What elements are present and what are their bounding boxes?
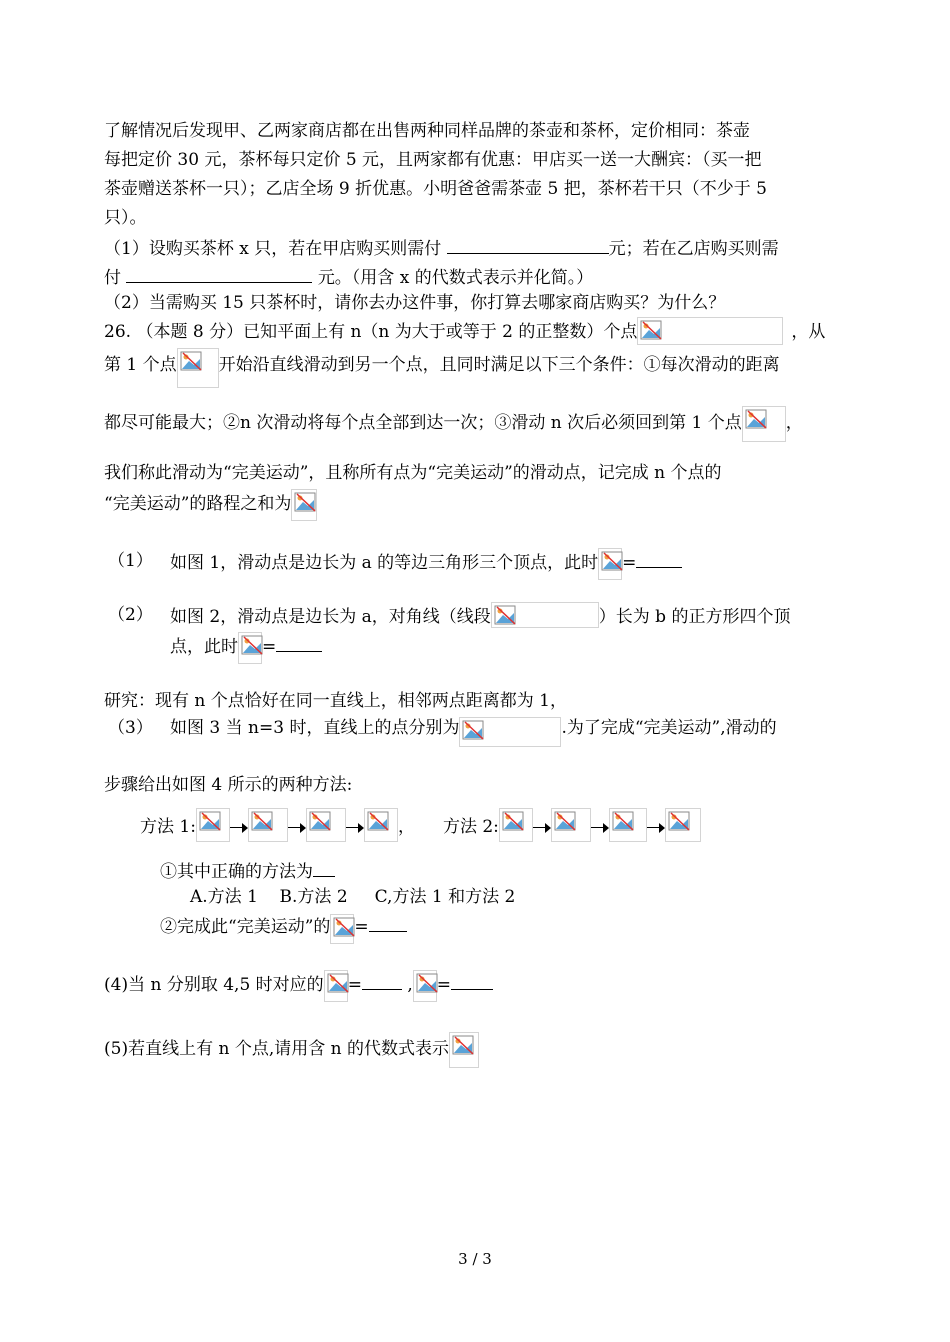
sub-ii-line [160,912,407,944]
answer-blank-sub-2[interactable] [276,632,322,652]
sub-5-text: (5)若直线上有 n 个点,请用含 n 的代数式表示 [104,1039,449,1059]
arrow-right-icon [647,823,665,833]
sub-4-line [104,970,493,1002]
answer-blank-sub-1[interactable] [636,548,682,568]
question-1-text-c: 付 [104,268,121,288]
broken-image-icon [364,808,398,842]
q26-text-3a: 都尽可能最大；②n 次滑动将每个点全部到达一次；③滑动 n 次后必须回到第 1 个点 [104,413,742,433]
answer-blank-sub-ii[interactable] [369,912,407,932]
sub-1-line [170,548,682,580]
broken-image-icon [598,548,622,580]
sub-3-line-2: 步骤给出如图 4 所示的两种方法: [104,775,353,795]
sub-1-text: 如图 1，滑动点是边长为 a 的等边三角形三个顶点，此时 [170,553,599,573]
q26-line-3 [104,406,803,442]
sub-i-options: A.方法 1 B.方法 2 C,方法 1 和方法 2 [190,887,516,907]
q26-text-2a: 第 1 个点 [104,355,177,375]
broken-image-icon [177,348,219,388]
q26-line-4: 我们称此滑动为“完美运动”，且称所有点为“完美运动”的滑动点，记完成 n 个点的 [104,463,722,483]
question-1-line-1 [104,234,779,262]
sub-2-line-2 [170,632,322,664]
sub-3-line-1 [170,715,777,747]
sub-4-separator: , [407,975,413,995]
sub-5-line [104,1032,479,1068]
q26-text-1b: ，从 [791,322,826,342]
answer-blank-n4[interactable] [362,970,402,990]
question-1-text-d: 元。（用含 x 的代数式表示并化简。） [317,268,594,288]
broken-image-icon [413,970,437,1002]
intro-line-4: 只）。 [104,208,147,228]
broken-image-icon [609,808,647,842]
broken-image-icon [248,808,288,842]
answer-blank-n5[interactable] [451,970,493,990]
q26-text-5: “完美运动”的路程之和为 [104,494,292,514]
broken-image-icon [499,808,533,842]
sub-4-equals-1: = [347,975,362,995]
q26-text-3b: ， [785,413,803,433]
answer-blank-yi[interactable] [126,263,312,283]
broken-image-icon [459,717,561,747]
method-1-label: 方法 1: [140,817,196,837]
arrow-right-icon [591,823,609,833]
sub-2-text-a: 如图 2，滑动点是边长为 a，对角线（线段 [170,607,491,627]
answer-blank-method[interactable] [313,857,335,877]
broken-image-icon [742,406,786,442]
research-text: 研究：现有 n 个点恰好在同一直线上，相邻两点距离都为 1， [104,691,567,711]
broken-image-icon [665,808,701,842]
broken-image-icon [551,808,591,842]
sub-ii-equals: = [354,917,369,937]
sub-1-equals: = [622,553,637,573]
q26-line-5 [104,489,317,521]
broken-image-icon [324,970,348,1002]
sub-2-text-b: ）长为 b 的正方形四个顶 [598,607,791,627]
broken-image-icon [330,914,354,944]
intro-line-2: 每把定价 30 元，茶杯每只定价 5 元，且两家都有优惠：甲店买一送一大酬宾：（买一把 [104,150,762,170]
method-2-label: 方法 2: [442,817,499,837]
broken-image-icon [196,808,230,842]
sub-i-text: ①其中正确的方法为 [160,862,313,882]
sub-ii-text: ②完成此“完美运动”的 [160,917,331,937]
answer-blank-jia[interactable] [447,234,609,254]
methods-row [140,808,701,842]
arrow-right-icon [288,823,306,833]
question-1-line-2 [104,263,593,291]
question-2: （2）当需购买 15 只茶杯时，请你去办这件事，你打算去哪家商店购买？为什么？ [104,293,726,313]
q26-line-2 [104,348,780,388]
sub-1-number: （1） [108,551,153,571]
sub-2-line-1 [170,602,790,630]
intro-line-1: 了解情况后发现甲、乙两家商店都在出售两种同样品牌的茶壶和茶杯，定价相同：茶壶 [104,121,750,141]
sub-i-line [160,857,335,885]
methods-comma: ， [397,817,415,837]
sub-3-text-a: 如图 3 当 n=3 时，直线上的点分别为 [170,718,460,738]
sub-2-number: （2） [108,605,153,625]
intro-line-3: 茶壶赠送茶杯一只）；乙店全场 9 折优惠。小明爸爸需茶壶 5 把，茶杯若干只（不少于 5 [104,179,767,199]
sub-2-text-c: 点，此时 [170,637,238,657]
arrow-right-icon [346,823,364,833]
sub-2-equals: = [262,637,277,657]
broken-image-icon [238,632,262,664]
sub-3-number: （3） [108,718,153,738]
broken-image-icon [491,602,599,628]
q26-text-1a: 26. （本题 8 分）已知平面上有 n（n 为大于或等于 2 的正整数）个点 [104,322,638,342]
arrow-right-icon [533,823,551,833]
q26-line-1 [104,317,825,345]
q26-text-2b: 开始沿直线滑动到另一个点，且同时满足以下三个条件：①每次滑动的距离 [218,355,780,375]
broken-image-icon [291,489,317,521]
sub-4-text: (4)当 n 分别取 4,5 时对应的 [104,975,324,995]
page-number: 3 / 3 [458,1250,492,1268]
question-1-text-b: 元；若在乙店购买则需 [608,239,779,259]
broken-image-icon [306,808,346,842]
arrow-right-icon [230,823,248,833]
question-1-text-a: （1）设购买茶杯 x 只，若在甲店购买则需付 [104,239,442,259]
broken-image-icon [449,1032,479,1068]
sub-3-text-b: .为了完成“完美运动”,滑动的 [561,718,777,738]
sub-4-equals-2: = [436,975,451,995]
broken-image-icon [637,317,783,345]
